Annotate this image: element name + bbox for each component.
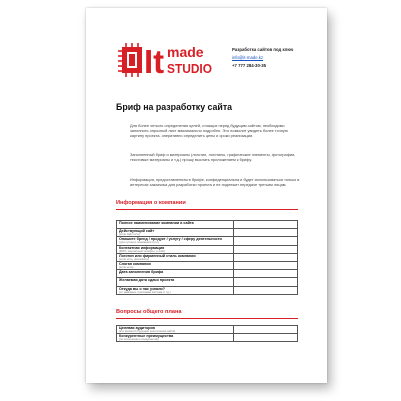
logo-studio-text: STUDIO bbox=[167, 61, 212, 76]
contacts-block bbox=[232, 46, 293, 70]
question-hint: (если есть, приложите) bbox=[119, 256, 150, 261]
page-title: Бриф на разработку сайта bbox=[116, 102, 233, 112]
question-label: Желаемая дата сдачи проекта bbox=[119, 278, 175, 283]
answer-cell[interactable] bbox=[234, 270, 298, 278]
logo-it-text: It bbox=[144, 43, 165, 79]
answer-cell[interactable] bbox=[234, 245, 298, 253]
question-label: Откуда вы о нас узнали? bbox=[119, 286, 165, 291]
contacts-tagline: Разработка сайтов под ключ bbox=[232, 47, 294, 52]
answer-cell[interactable] bbox=[234, 334, 298, 342]
answer-cell[interactable] bbox=[234, 278, 298, 286]
section-divider bbox=[116, 318, 298, 319]
section-divider bbox=[116, 209, 298, 210]
general-questions-table bbox=[116, 325, 298, 342]
question-label: Логотип или фирменный стиль компании bbox=[119, 253, 196, 258]
question-label: Опишите бренд / продукт / услугу / сферу деятельности bbox=[119, 237, 222, 242]
answer-cell[interactable] bbox=[234, 221, 298, 229]
question-label: Действующий сайт bbox=[119, 229, 155, 234]
question-hint: (если есть) bbox=[119, 264, 134, 269]
question-hint: (кто является будущим посетителем сайта) bbox=[119, 329, 176, 333]
company-info-table bbox=[116, 220, 298, 295]
question-label: Целевая аудитория bbox=[119, 326, 155, 330]
table-row bbox=[117, 221, 298, 229]
question-hint: (по отношению к конкурентам) bbox=[119, 337, 159, 342]
contacts-phone: +7 777 284-30-35 bbox=[232, 63, 267, 68]
itmade-studio-logo bbox=[118, 41, 213, 79]
question-hint: (для лучшего понимания сути) bbox=[119, 240, 159, 245]
chip-icon bbox=[118, 43, 142, 77]
question-hint: (если сайт есть) bbox=[119, 232, 141, 237]
question-hint: (от знакомых, поисковая система и т.д.) bbox=[119, 289, 171, 294]
table-row bbox=[117, 253, 298, 261]
table-row bbox=[117, 261, 298, 269]
confidentiality-paragraph: Информация, предоставленная в брифе, конфиденциальна и будет использоваться только в интересах заказчика для разработки проекта и не подлежит передаче третьим лицам. bbox=[130, 177, 300, 187]
table-row bbox=[117, 229, 298, 237]
question-label: Конкурентные преимущества bbox=[119, 334, 174, 339]
question-label: Слоган компании bbox=[119, 261, 151, 266]
table-row bbox=[117, 237, 298, 245]
brief-page bbox=[86, 8, 327, 383]
logo-made-text: made bbox=[167, 44, 204, 60]
table-row bbox=[117, 326, 298, 334]
section-title-company: Информация о компании bbox=[116, 200, 186, 206]
question-label: Полное наименование компании и сайта bbox=[119, 221, 194, 225]
answer-cell[interactable] bbox=[234, 253, 298, 261]
question-label: Контактная информация bbox=[119, 245, 165, 250]
table-row bbox=[117, 286, 298, 294]
section-title-general: Вопросы общего плана bbox=[116, 309, 182, 315]
answer-cell[interactable] bbox=[234, 326, 298, 334]
table-row bbox=[117, 270, 298, 278]
question-hint: (ФИО, контактный телефон, e-mail) bbox=[119, 248, 165, 253]
answer-cell[interactable] bbox=[234, 237, 298, 245]
answer-cell[interactable] bbox=[234, 286, 298, 294]
table-row bbox=[117, 245, 298, 253]
intro-paragraph: Для более четкого определения целей, стоящих перед будущим сайтом, необходимо заполнить опросный лист максимально подробно. Это позволит увидеть более точную картину проекта, оперативно определить цены и сроки реализации. bbox=[130, 123, 288, 138]
table-row bbox=[117, 334, 298, 342]
table-row bbox=[117, 278, 298, 286]
materials-paragraph: Заполненный бриф и материалы (логотип, логотипы, графические элементы, фотографии, текстовые материалы и т.д.) прошу выслать приложением к брифу. bbox=[130, 152, 296, 162]
answer-cell[interactable] bbox=[234, 261, 298, 269]
contacts-email-link[interactable]: info@it-made.kz bbox=[232, 55, 264, 60]
answer-cell[interactable] bbox=[234, 229, 298, 237]
question-label: Дата заполнения брифа bbox=[119, 270, 164, 275]
